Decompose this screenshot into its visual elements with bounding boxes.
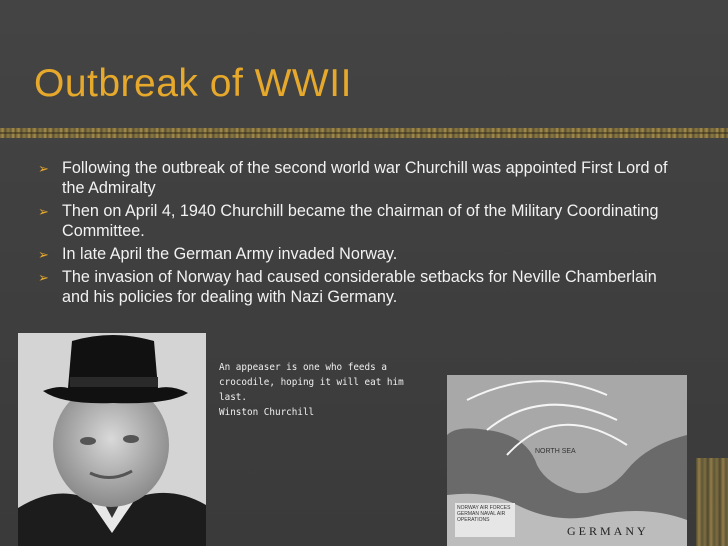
slide-title: Outbreak of WWII xyxy=(34,62,352,105)
map-country-label: GERMANY xyxy=(567,524,649,538)
bullet-text: In late April the German Army invaded Norway. xyxy=(62,245,398,263)
quote-author: Winston Churchill xyxy=(219,407,315,418)
arrow-bullet-icon: ➢ xyxy=(38,161,49,176)
map-sea-label: NORTH SEA xyxy=(535,448,576,455)
bullet-item xyxy=(36,201,686,241)
arrow-bullet-icon: ➢ xyxy=(38,270,49,285)
bullet-text: Following the outbreak of the second world war Churchill was appointed First Lord of the Admiralty xyxy=(62,159,668,197)
bullet-item xyxy=(36,244,686,264)
bullet-text: The invasion of Norway had caused considerable setbacks for Neville Chamberlain and his policies for dealing with Nazi Germany. xyxy=(62,268,657,306)
norway-invasion-map-image xyxy=(447,375,687,546)
title-divider xyxy=(0,128,728,138)
bullet-item xyxy=(36,267,686,307)
churchill-portrait-image xyxy=(18,333,206,546)
bullet-list xyxy=(36,158,686,310)
decorative-edge xyxy=(696,458,728,546)
quote-line: An appeaser is one who feeds a crocodile, hoping it will eat him last. xyxy=(219,362,404,403)
bullet-item xyxy=(36,158,686,198)
bullet-text: Then on April 4, 1940 Churchill became the chairman of of the Military Coordinating Committee. xyxy=(62,202,659,240)
quote-text xyxy=(219,360,429,405)
arrow-bullet-icon: ➢ xyxy=(38,247,49,262)
arrow-bullet-icon: ➢ xyxy=(38,204,49,219)
map-caption: NORWAY AIR FORCES GERMAN NAVAL AIR OPERATIONS xyxy=(457,505,511,523)
